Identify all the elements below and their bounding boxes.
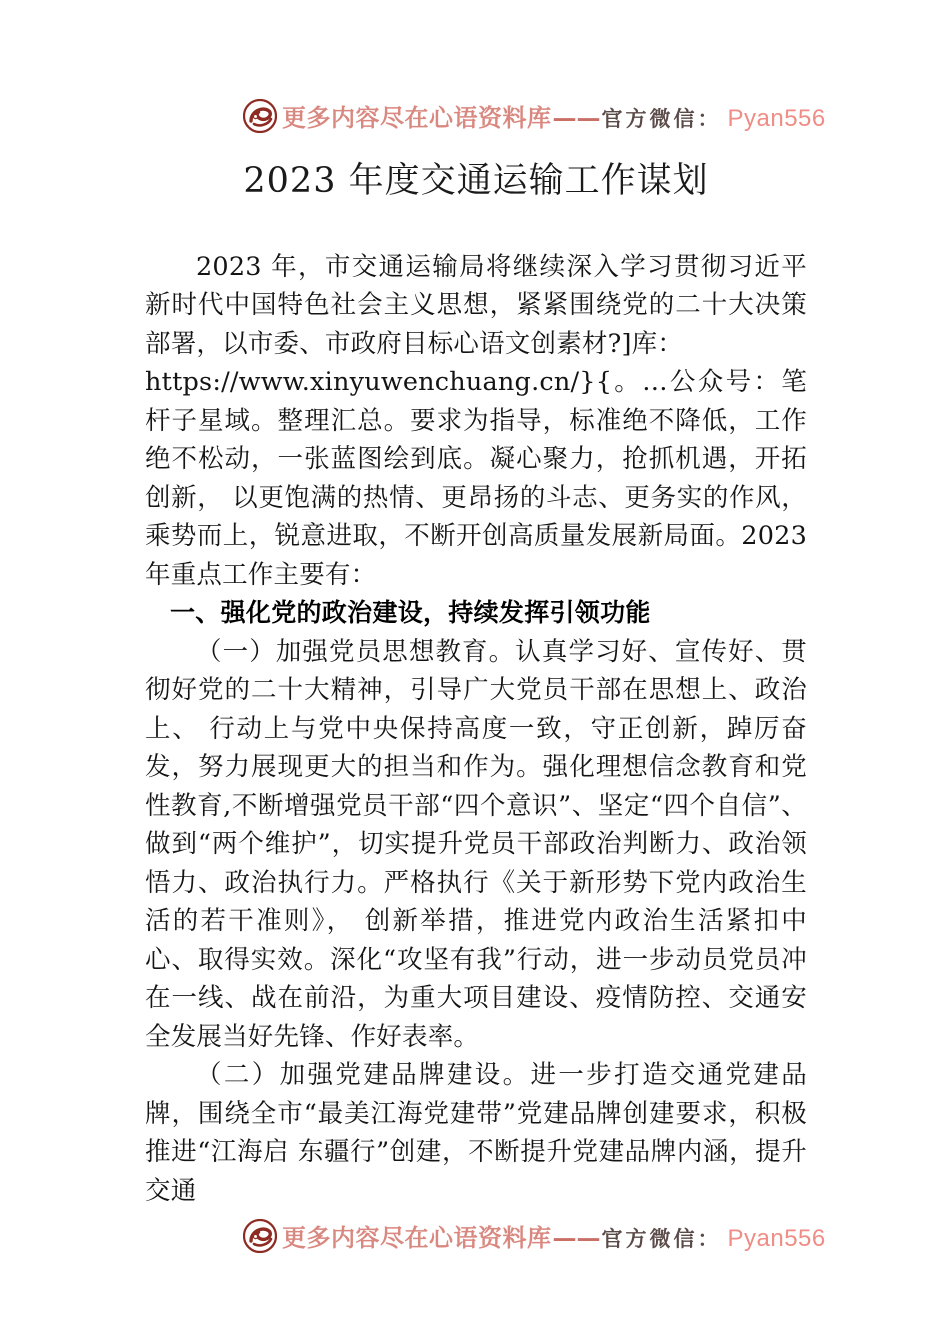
- watermark-footer: [0, 1212, 950, 1258]
- watermark-header: [0, 92, 950, 138]
- watermark-text-group: [282, 1218, 826, 1253]
- paragraph-intro: 2023 年，市交通运输局将继续深入学习贯彻习近平新时代中国特色社会主义思想，紧紧围绕党的二十大决策部署，以市委、市政府目标心语文创素材?]库：: [145, 251, 807, 359]
- circular-swirl-logo-icon: [243, 1219, 277, 1253]
- section-heading-one: 一、强化党的政治建设，持续发挥引领功能: [170, 598, 651, 628]
- watermark-wechat-handle: Pyan556: [727, 104, 826, 132]
- watermark-wechat-handle: Pyan556: [727, 1224, 826, 1252]
- watermark-dash: ——: [552, 1222, 601, 1252]
- circular-swirl-logo-icon: [243, 99, 277, 133]
- paragraph-item-two: （二）加强党建品牌建设。进一步打造交通党建品牌，围绕全市“最美江海党建带”党建品牌创建要求，积极推进“江海启 东疆行”创建，不断提升党建品牌内涵，提升交通: [145, 1060, 807, 1206]
- paragraph-url-line: https://www.xinyuwenchuang.cn/}{。…公众号：笔杆子星域。整理汇总。要求为指导，标准绝不降低，工作绝不松动，一张蓝图绘到底。凝心聚力，抢抓机遇，开拓创新， 以更饱满的热情、更昂扬的斗志、更务实的作风，乘势而上，锐意进取，不断开创高质量发展新局面。2023 年重点工作主要有：: [145, 367, 807, 590]
- document-body: [145, 160, 807, 1210]
- watermark-main-text: 更多内容尽在心语资料库: [282, 102, 552, 132]
- watermark-official-label: 官方微信：: [601, 105, 722, 131]
- watermark-dash: ——: [552, 102, 601, 132]
- paragraph-item-one: （一）加强党员思想教育。认真学习好、宣传好、贯彻好党的二十大精神，引导广大党员干部在思想上、政治上、 行动上与党中央保持高度一致，守正创新，踔厉奋发，努力展现更大的担当和作为。强化理想信念教育和党性教育,不断增强党员干部“四个意识”、坚定“四个自信”、做到“两个维护”，切实提升党员干部政治判断力、政治领悟力、政治执行力。严格执行《关于新形势下党内政治生活的若干准则》， 创新举措，推进党内政治生活紧扣中心、取得实效。深化“攻坚有我”行动，进一步动员党员冲在一线、战在前沿，为重大项目建设、疫情防控、交通安全发展当好先锋、作好表率。: [145, 636, 807, 1052]
- watermark-text-group: [282, 98, 826, 133]
- page-title: 2023 年度交通运输工作谋划: [243, 161, 709, 201]
- watermark-official-label: 官方微信：: [601, 1225, 722, 1251]
- watermark-main-text: 更多内容尽在心语资料库: [282, 1222, 552, 1252]
